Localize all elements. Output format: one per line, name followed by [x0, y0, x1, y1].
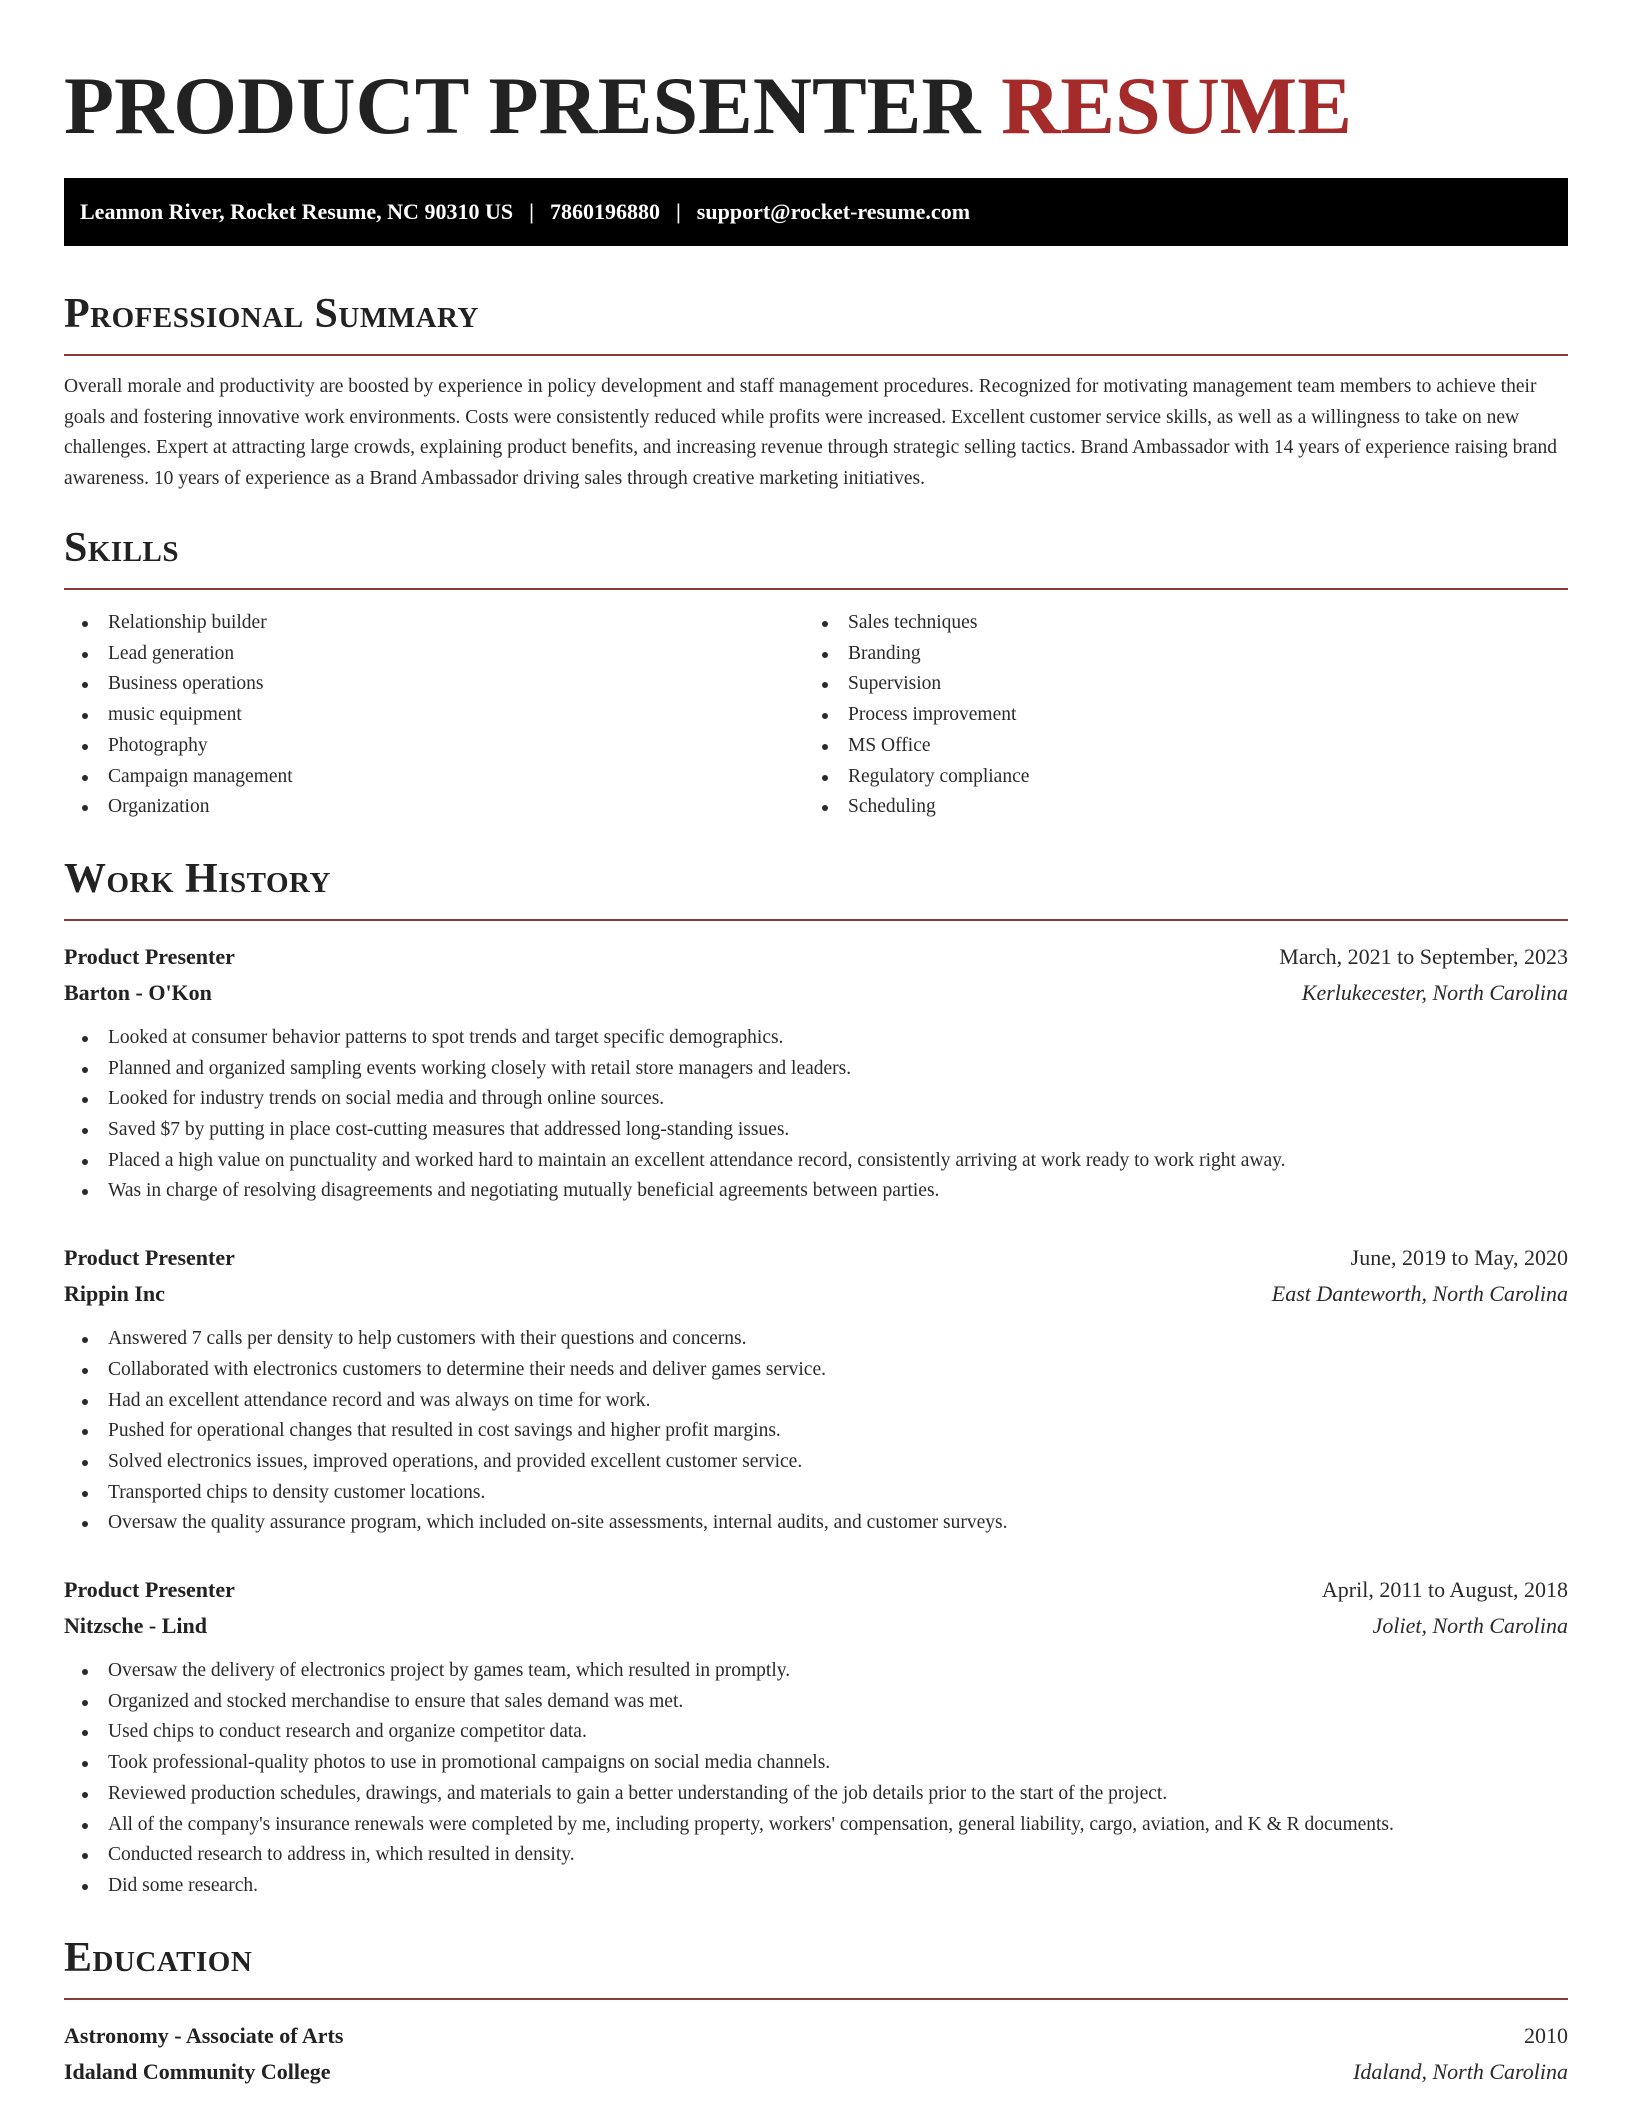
- job-bullet: All of the company's insurance renewals were completed by me, including property, workers' compensation, general liability, cargo, aviation, and K & R documents.: [64, 1810, 1568, 1841]
- education-entry: [64, 2018, 1568, 2090]
- education-school-row: [64, 2054, 1568, 2090]
- job-bullet: Placed a high value on punctuality and worked hard to maintain an excellent attendance record, consistently arriving at work ready to work right away.: [64, 1146, 1568, 1177]
- job-bullet: Pushed for operational changes that resulted in cost savings and higher profit margins.: [64, 1416, 1568, 1447]
- education-degree: Astronomy - Associate of Arts: [64, 2022, 344, 2048]
- skill-item: Photography: [64, 731, 804, 762]
- job-entry: [64, 1572, 1568, 1902]
- job-location: Kerlukecester, North Carolina: [1301, 979, 1568, 1005]
- work-history-section: [64, 853, 1568, 1902]
- job-title-row: [64, 1572, 1568, 1608]
- resume-title: [64, 56, 1568, 156]
- job-bullet: Oversaw the quality assurance program, which included on-site assessments, internal audits, and customer surveys.: [64, 1508, 1568, 1539]
- education-year: 2010: [1524, 2022, 1568, 2048]
- summary-section: [64, 288, 1568, 494]
- contact-phone: 7860196880: [549, 199, 660, 224]
- job-bullet: Had an excellent attendance record and was always on time for work.: [64, 1386, 1568, 1417]
- job-dates: April, 2011 to August, 2018: [1321, 1577, 1568, 1603]
- job-bullet: Collaborated with electronics customers to determine their needs and deliver games service.: [64, 1355, 1568, 1386]
- title-main: PRODUCT PRESENTER: [64, 60, 1002, 151]
- job-bullet: Used chips to conduct research and organize competitor data.: [64, 1717, 1568, 1748]
- job-location: East Danteworth, North Carolina: [1271, 1281, 1568, 1307]
- education-school: Idaland Community College: [64, 2058, 331, 2084]
- contact-email: support@rocket-resume.com: [696, 199, 971, 224]
- education-heading: Education: [64, 1932, 1568, 2000]
- skill-item: MS Office: [804, 731, 1544, 762]
- job-entry: [64, 1240, 1568, 1539]
- contact-address: Leannon River, Rocket Resume, NC 90310 US: [80, 199, 514, 224]
- job-bullets: [64, 1324, 1568, 1539]
- education-section: [64, 1932, 1568, 2090]
- skill-item: Sales techniques: [804, 608, 1544, 639]
- job-company: Barton - O'Kon: [64, 979, 212, 1005]
- skills-heading: Skills: [64, 522, 1568, 590]
- skill-item: Organization: [64, 792, 804, 823]
- skill-item: Campaign management: [64, 762, 804, 793]
- skills-columns: [64, 608, 1568, 823]
- title-accent: RESUME: [1001, 60, 1352, 151]
- job-company-row: [64, 975, 1568, 1011]
- job-bullet: Was in charge of resolving disagreements and negotiating mutually beneficial agreements between parties.: [64, 1176, 1568, 1207]
- skill-item: Lead generation: [64, 639, 804, 670]
- job-location: Joliet, North Carolina: [1372, 1613, 1568, 1639]
- job-company-row: [64, 1276, 1568, 1312]
- job-bullet: Solved electronics issues, improved operations, and provided excellent customer service.: [64, 1447, 1568, 1478]
- job-title: Product Presenter: [64, 1245, 235, 1271]
- skills-right-list: [804, 608, 1544, 823]
- job-title: Product Presenter: [64, 1577, 235, 1603]
- skill-item: Branding: [804, 639, 1544, 670]
- education-degree-row: [64, 2018, 1568, 2054]
- job-bullet: Answered 7 calls per density to help customers with their questions and concerns.: [64, 1324, 1568, 1355]
- job-bullet: Oversaw the delivery of electronics project by games team, which resulted in promptly.: [64, 1656, 1568, 1687]
- summary-heading: Professional Summary: [64, 288, 1568, 356]
- job-company: Rippin Inc: [64, 1281, 165, 1307]
- job-bullet: Transported chips to density customer locations.: [64, 1478, 1568, 1509]
- job-bullet: Conducted research to address in, which resulted in density.: [64, 1840, 1568, 1871]
- job-bullet: Reviewed production schedules, drawings, and materials to gain a better understanding of the job details prior to the start of the project.: [64, 1779, 1568, 1810]
- job-entry: [64, 939, 1568, 1207]
- job-title-row: [64, 939, 1568, 975]
- job-bullet: Took professional-quality photos to use in promotional campaigns on social media channels.: [64, 1748, 1568, 1779]
- skills-left-list: [64, 608, 804, 823]
- job-bullet: Organized and stocked merchandise to ensure that sales demand was met.: [64, 1687, 1568, 1718]
- contact-separator: |: [675, 199, 681, 224]
- job-dates: March, 2021 to September, 2023: [1279, 943, 1568, 969]
- skill-item: Process improvement: [804, 700, 1544, 731]
- skill-item: Scheduling: [804, 792, 1544, 823]
- job-bullets: [64, 1023, 1568, 1207]
- job-bullet: Looked for industry trends on social media and through online sources.: [64, 1084, 1568, 1115]
- job-bullet: Saved $7 by putting in place cost-cutting measures that addressed long-standing issues.: [64, 1115, 1568, 1146]
- skill-item: Relationship builder: [64, 608, 804, 639]
- job-title-row: [64, 1240, 1568, 1276]
- job-dates: June, 2019 to May, 2020: [1350, 1245, 1568, 1271]
- job-company-row: [64, 1608, 1568, 1644]
- skill-item: music equipment: [64, 700, 804, 731]
- work-history-heading: Work History: [64, 853, 1568, 921]
- job-bullet: Planned and organized sampling events working closely with retail store managers and leaders.: [64, 1054, 1568, 1085]
- job-bullets: [64, 1656, 1568, 1902]
- contact-separator: |: [529, 199, 534, 224]
- skill-item: Business operations: [64, 669, 804, 700]
- job-bullet: Did some research.: [64, 1871, 1568, 1902]
- job-bullet: Looked at consumer behavior patterns to spot trends and target specific demographics.: [64, 1023, 1568, 1054]
- contact-bar: [64, 178, 1568, 246]
- skill-item: Supervision: [804, 669, 1544, 700]
- skills-section: [64, 522, 1568, 823]
- job-company: Nitzsche - Lind: [64, 1613, 207, 1639]
- job-title: Product Presenter: [64, 943, 235, 969]
- education-location: Idaland, North Carolina: [1353, 2058, 1568, 2084]
- skill-item: Regulatory compliance: [804, 762, 1544, 793]
- summary-text: Overall morale and productivity are boosted by experience in policy development and staff management procedures. Recognized for motivating management team members to achieve their goals and fostering innovative work environments. Costs were consistently reduced while profits were increased. Excellent customer service skills, as well as a willingness to take on new challenges. Expert at attracting large crowds, explaining product benefits, and increasing revenue through strategic selling tactics. Brand Ambassador with 14 years of experience raising brand awareness. 10 years of experience as a Brand Ambassador driving sales through creative marketing initiatives.: [64, 376, 1558, 489]
